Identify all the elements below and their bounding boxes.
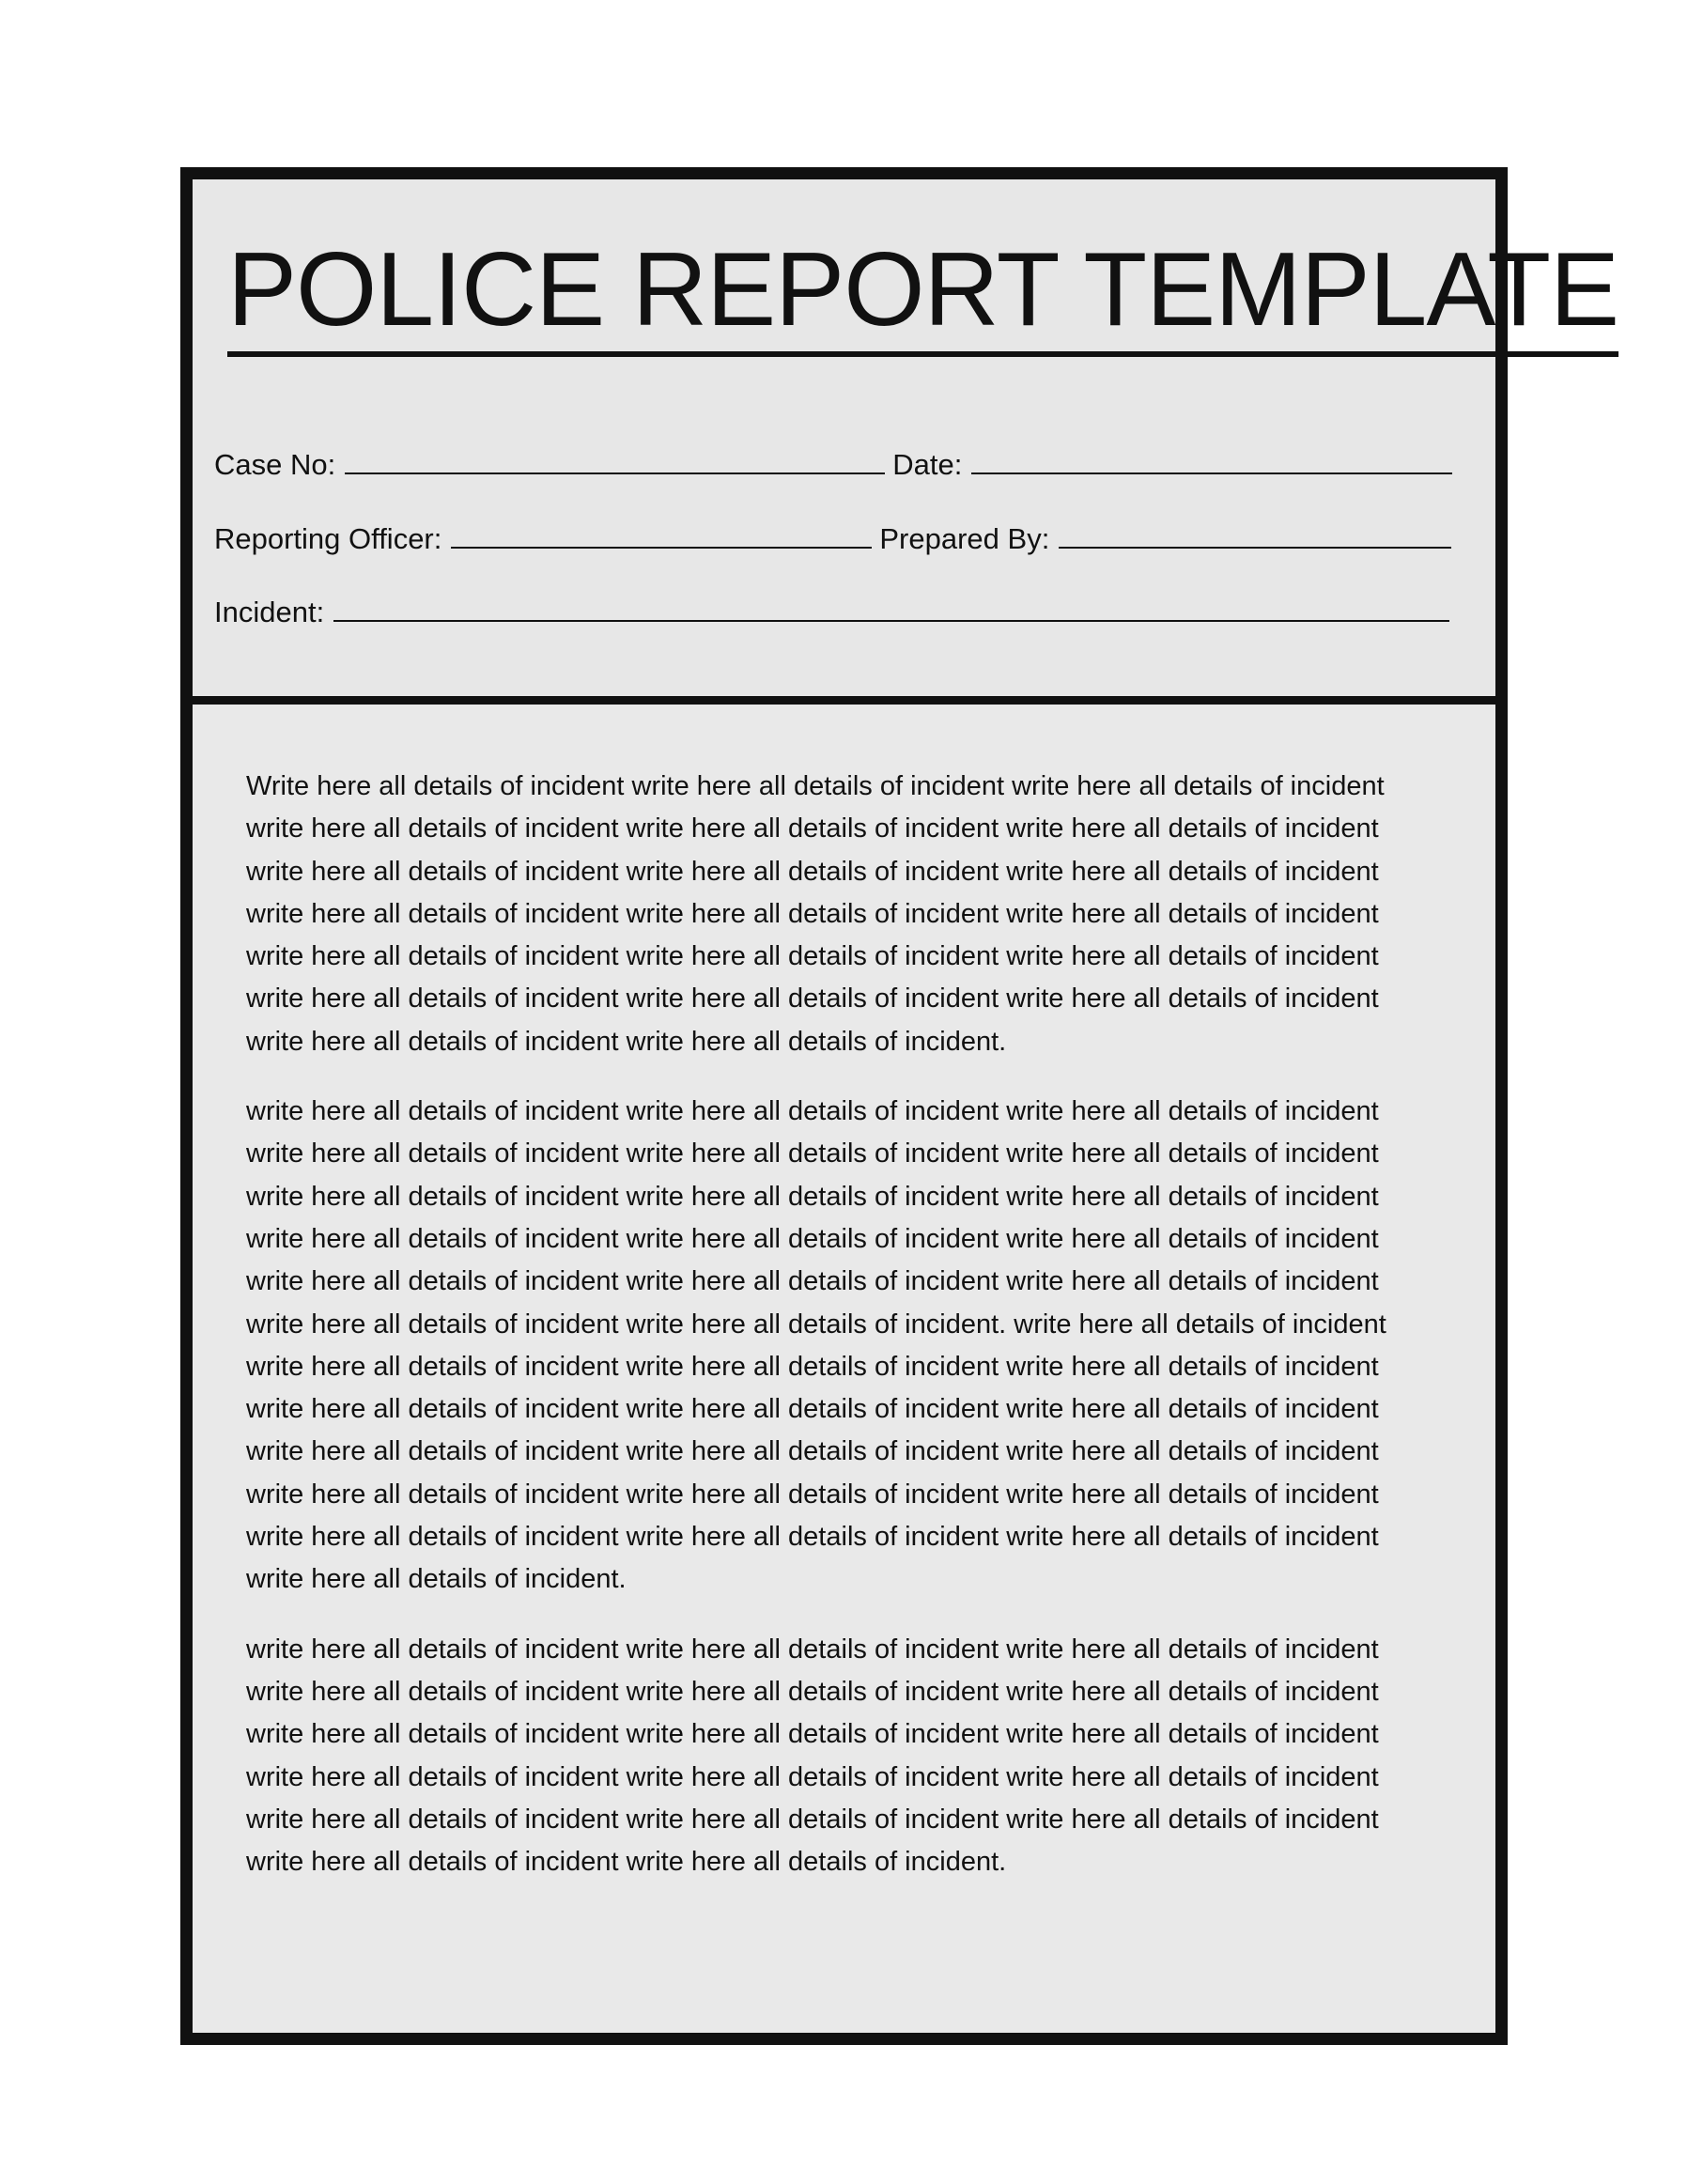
paragraph-line: write here all details of incident write here all details of incident write here all details of incident — [246, 1479, 1379, 1510]
paragraph-line: write here all details of incident write here all details of incident write here all details of incident — [246, 1394, 1379, 1425]
section-divider — [193, 696, 1495, 705]
paragraph-line: write here all details of incident write here all details of incident write here all details of incident — [246, 856, 1379, 887]
paragraph-line: write here all details of incident write here all details of incident write here all details of incident — [246, 1181, 1379, 1212]
paragraph-line: write here all details of incident write here all details of incident write here all details of incident — [246, 984, 1379, 1015]
paragraph-line: write here all details of incident write here all details of incident. — [246, 1847, 1007, 1878]
paragraph-line: write here all details of incident write here all details of incident write here all details of incident — [246, 1522, 1379, 1553]
paragraph-line: write here all details of incident write here all details of incident write here all details of incident — [246, 1761, 1379, 1792]
paragraph-line: write here all details of incident write here all details of incident write here all details of incident — [246, 1351, 1379, 1382]
report-header — [193, 179, 1619, 700]
reporting-officer-label: Reporting Officer: — [214, 522, 442, 555]
paragraph-line: Write here all details of incident write here all details of incident write here all details of incident — [246, 771, 1385, 801]
paragraph-line: write here all details of incident write here all details of incident write here all details of incident — [246, 1676, 1379, 1707]
paragraph-line: write here all details of incident write here all details of incident write here all details of incident — [246, 1223, 1379, 1254]
reporting-officer-field[interactable] — [451, 520, 872, 549]
paragraph-line: write here all details of incident write here all details of incident write here all details of incident — [246, 898, 1379, 929]
date-label: Date: — [892, 448, 963, 481]
details-paragraph-3 — [246, 1629, 1458, 1884]
incident-details — [246, 766, 1458, 1911]
paragraph-line: write here all details of incident write here all details of incident write here all details of incident — [246, 1266, 1379, 1297]
paragraph-line: write here all details of incident write here all details of incident write here all details of incident — [246, 1096, 1379, 1127]
details-paragraph-1 — [246, 766, 1458, 1063]
report-form — [180, 167, 1619, 2045]
paragraph-line: write here all details of incident write here all details of incident write here all details of incident — [246, 1634, 1379, 1665]
prepared-by-field[interactable] — [1059, 520, 1451, 549]
incident-field[interactable] — [333, 594, 1449, 622]
details-paragraph-2 — [246, 1091, 1458, 1602]
report-title: POLICE REPORT TEMPLATE — [227, 238, 1618, 357]
prepared-by-label: Prepared By: — [879, 522, 1050, 555]
paragraph-line: write here all details of incident write here all details of incident write here all details of incident — [246, 941, 1379, 972]
incident-label: Incident: — [214, 596, 325, 628]
case-no-label: Case No: — [214, 448, 336, 481]
paragraph-line: write here all details of incident write here all details of incident write here all details of incident — [246, 1436, 1379, 1467]
paragraph-line: write here all details of incident write here all details of incident write here all details of incident — [246, 813, 1379, 844]
incident-row — [214, 594, 1449, 631]
paragraph-line: write here all details of incident write here all details of incident write here all details of incident — [246, 1719, 1379, 1750]
paragraph-line: write here all details of incident write here all details of incident write here all details of incident — [246, 1138, 1379, 1169]
paragraph-line: write here all details of incident. — [246, 1564, 627, 1595]
paragraph-line: write here all details of incident write here all details of incident. write here all details of incident — [246, 1309, 1386, 1340]
paragraph-line: write here all details of incident write here all details of incident write here all details of incident — [246, 1804, 1379, 1835]
officer-prepared-row — [214, 520, 1451, 558]
date-field[interactable] — [971, 446, 1452, 474]
case-no-field[interactable] — [345, 446, 885, 474]
case-date-row — [214, 446, 1452, 484]
paragraph-line: write here all details of incident write here all details of incident. — [246, 1026, 1007, 1057]
